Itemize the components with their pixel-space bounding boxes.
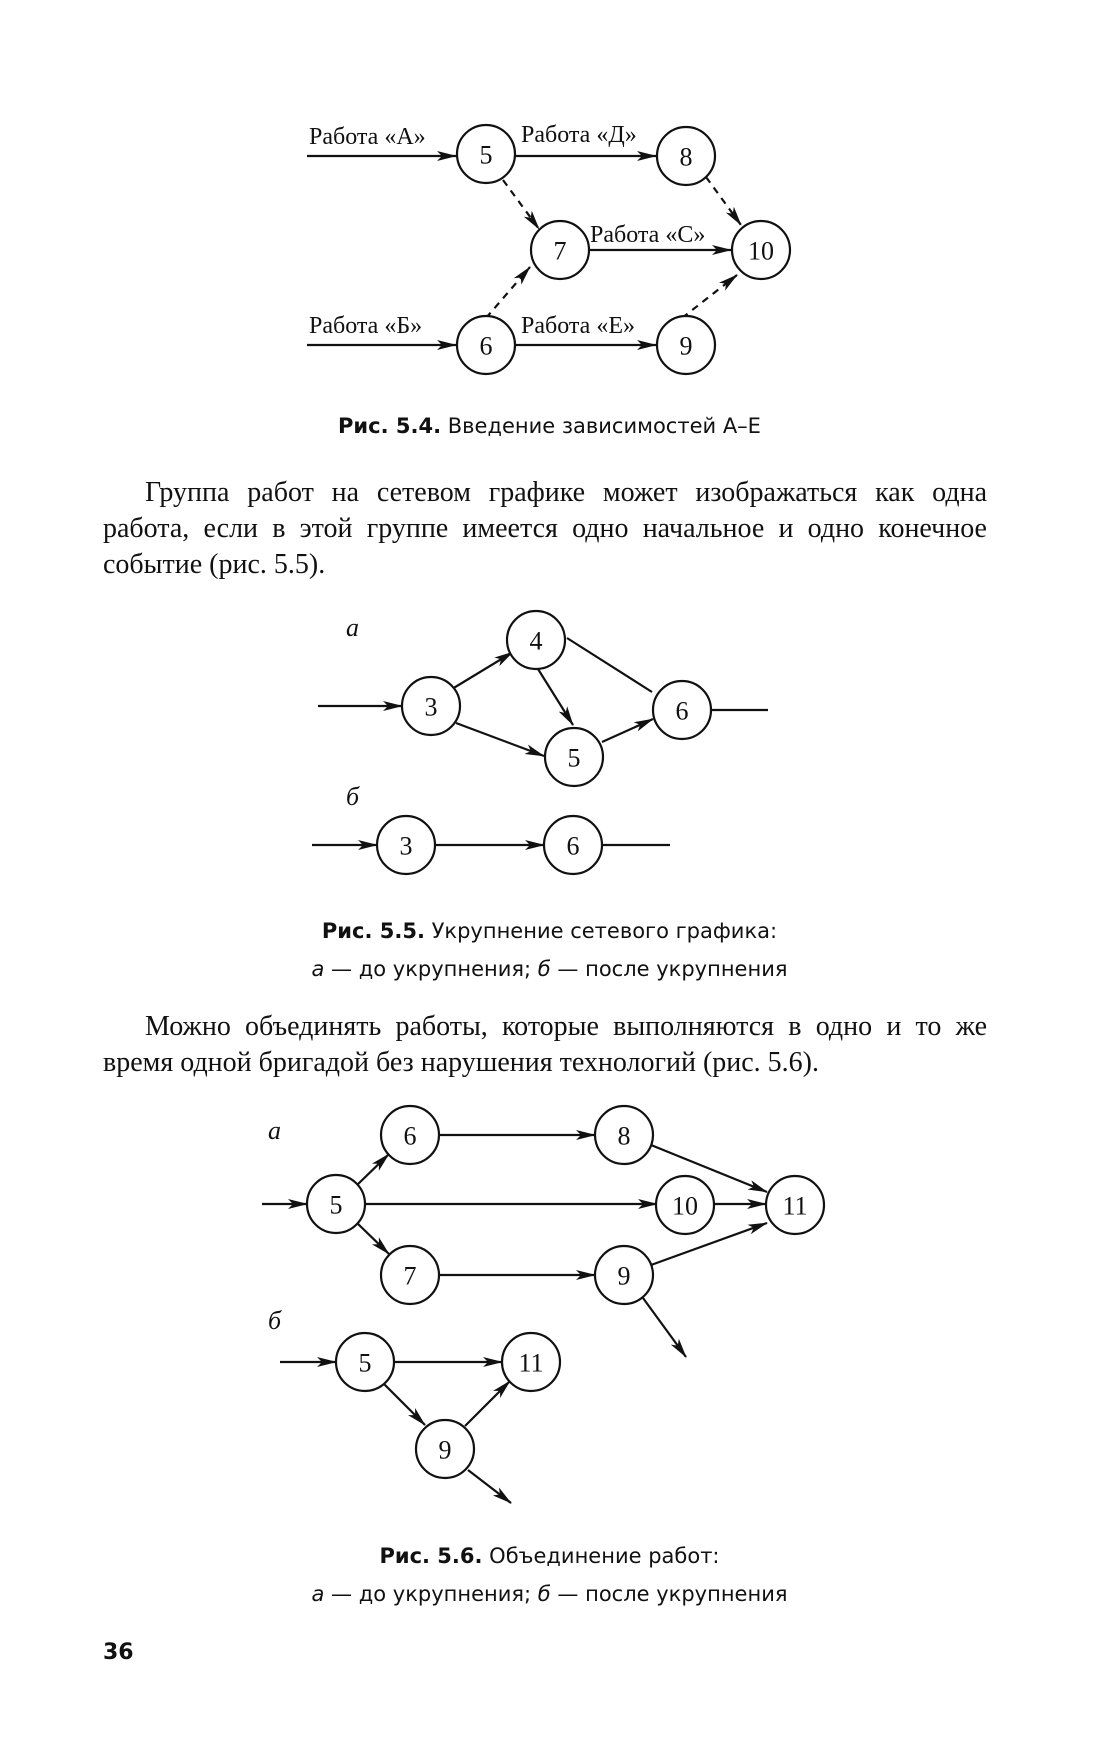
node-label: 5 <box>329 1190 343 1220</box>
node-label: 9 <box>617 1261 631 1291</box>
panel-label-b: б <box>268 1306 282 1335</box>
node-label: 10 <box>748 236 774 266</box>
node-label: 11 <box>782 1191 808 1221</box>
caption-number: Рис. 5.5. <box>321 919 425 943</box>
node-label: 8 <box>617 1121 631 1151</box>
caption-a: а <box>311 957 325 981</box>
node-label: 6 <box>403 1121 417 1151</box>
caption-number: Рис. 5.4. <box>338 414 442 438</box>
caption-a: а <box>311 1582 325 1606</box>
panel-label-b: б <box>346 782 360 811</box>
label-work-d: Работа «Д» <box>521 122 637 148</box>
node-label: 3 <box>399 831 413 861</box>
caption-text: Объединение работ: <box>482 1544 720 1568</box>
node-label: 6 <box>479 331 493 361</box>
fig-5-5b-diagram <box>312 816 670 874</box>
node-label: 4 <box>529 626 543 656</box>
caption-number: Рис. 5.6. <box>379 1544 483 1568</box>
node-label: 5 <box>567 743 581 773</box>
label-work-c: Работа «С» <box>590 222 706 248</box>
body-paragraph: Можно объединять работы, которые выполняются в одно и то же время одной бригадой без нарушения технологий (рис. 5.6). <box>103 1011 987 1078</box>
panel-label-a: а <box>268 1116 281 1145</box>
dummy-edge-5-7 <box>503 180 539 229</box>
node-label: 7 <box>553 236 567 266</box>
edge-5-7 <box>356 1222 389 1254</box>
edge-5-6 <box>356 1154 389 1186</box>
edge-9-out <box>643 1298 686 1357</box>
caption-end: — после укрупнения <box>550 1582 788 1606</box>
figure-caption-5-4 <box>0 407 1099 445</box>
edge-4-6 <box>567 638 652 692</box>
caption-b: б <box>537 957 551 981</box>
dummy-edge-6-7 <box>486 267 530 318</box>
node-label: 10 <box>672 1191 698 1221</box>
fig-5-5a-diagram <box>318 611 768 786</box>
node-label: 9 <box>438 1435 452 1465</box>
caption-end: — после укрупнения <box>550 957 788 981</box>
caption-mid: — до укрупнения; <box>324 1582 538 1606</box>
label-work-a: Работа «А» <box>309 124 426 150</box>
edge-4-5 <box>538 669 573 725</box>
dummy-edge-8-10 <box>706 177 741 225</box>
body-paragraph: Группа работ на сетевом графике может изображаться как одна работа, если в этой группе имеется одно начальное и одно конечное событие (рис. 5.5). <box>103 477 987 580</box>
page-number: 36 <box>103 1640 134 1665</box>
dummy-edge-9-10 <box>682 275 737 318</box>
figure-caption-5-5 <box>0 912 1099 988</box>
fig-5-6a-diagram <box>262 1106 824 1357</box>
caption-mid: — до укрупнения; <box>324 957 538 981</box>
label-work-b: Работа «Б» <box>309 313 423 339</box>
node-label: 7 <box>403 1261 417 1291</box>
edge-9-out <box>468 1470 511 1503</box>
node-label: 3 <box>424 692 438 722</box>
edge-3-5 <box>456 723 544 756</box>
label-work-e: Работа «Е» <box>521 313 635 339</box>
node-label: 8 <box>679 142 693 172</box>
caption-text: Введение зависимостей А–Е <box>441 414 761 438</box>
caption-b: б <box>537 1582 551 1606</box>
node-label: 9 <box>679 331 693 361</box>
node-label: 6 <box>566 831 580 861</box>
figure-caption-5-6 <box>0 1537 1099 1613</box>
node-label: 11 <box>518 1348 544 1378</box>
edge-5-6 <box>602 719 653 742</box>
edge-9-11 <box>465 1381 510 1426</box>
caption-text: Укрупнение сетевого графика: <box>424 919 778 943</box>
node-label: 5 <box>358 1348 372 1378</box>
panel-label-a: а <box>346 613 359 642</box>
edge-3-4 <box>452 652 513 689</box>
node-label: 5 <box>479 140 493 170</box>
node-label: 6 <box>675 696 689 726</box>
edge-5-9 <box>384 1384 425 1425</box>
